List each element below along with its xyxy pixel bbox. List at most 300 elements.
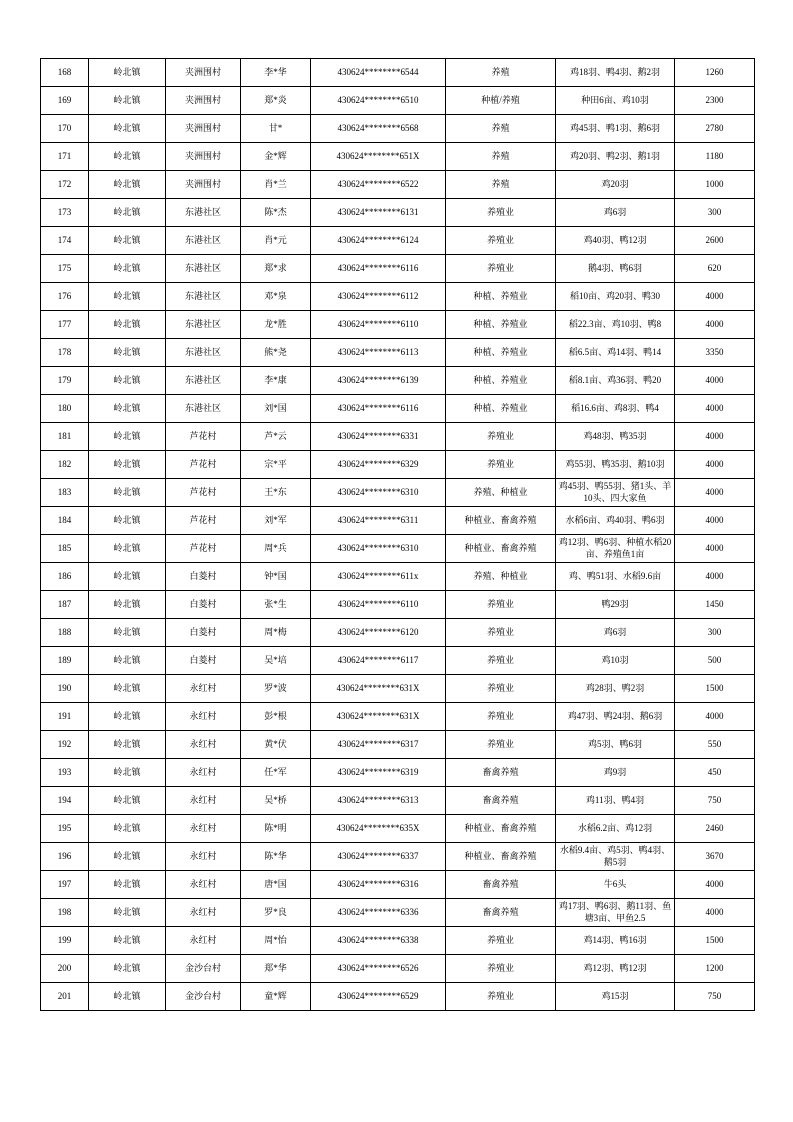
table-row [41,983,755,1011]
cell-amount: 300 [675,199,755,227]
cell-amount: 1500 [675,927,755,955]
cell-town: 岭北镇 [89,395,166,423]
cell-seq: 184 [41,507,89,535]
cell-scale_detail: 鸡12羽、鸭6羽、种植水稻20亩、养殖鱼1亩 [556,535,675,563]
table-row [41,479,755,507]
cell-village: 夹洲围村 [166,87,241,115]
cell-village: 永红村 [166,871,241,899]
cell-town: 岭北镇 [89,143,166,171]
cell-id_number: 430624********6310 [311,479,446,507]
table-row [41,955,755,983]
cell-village: 东港社区 [166,395,241,423]
cell-town: 岭北镇 [89,955,166,983]
cell-name: 周*兵 [241,535,311,563]
cell-seq: 195 [41,815,89,843]
cell-business_type: 种植、养殖业 [446,395,556,423]
cell-seq: 170 [41,115,89,143]
cell-business_type: 养殖业 [446,983,556,1011]
cell-scale_detail: 鸡15羽 [556,983,675,1011]
cell-seq: 190 [41,675,89,703]
cell-village: 夹洲围村 [166,59,241,87]
cell-scale_detail: 水稻9.4亩、鸡5羽、鸭4羽、鹅5羽 [556,843,675,871]
cell-town: 岭北镇 [89,199,166,227]
table-row [41,367,755,395]
cell-amount: 2300 [675,87,755,115]
cell-id_number: 430624********6120 [311,619,446,647]
cell-amount: 4000 [675,871,755,899]
cell-scale_detail: 鸡40羽、鸭12羽 [556,227,675,255]
cell-village: 东港社区 [166,199,241,227]
cell-town: 岭北镇 [89,787,166,815]
cell-village: 夹洲围村 [166,171,241,199]
cell-village: 永红村 [166,815,241,843]
cell-amount: 450 [675,759,755,787]
cell-name: 郑*炎 [241,87,311,115]
cell-amount: 2460 [675,815,755,843]
cell-name: 任*军 [241,759,311,787]
cell-seq: 183 [41,479,89,507]
table-row [41,563,755,591]
cell-seq: 196 [41,843,89,871]
cell-name: 陈*杰 [241,199,311,227]
table-row [41,871,755,899]
cell-name: 周*怡 [241,927,311,955]
cell-id_number: 430624********611x [311,563,446,591]
cell-seq: 176 [41,283,89,311]
cell-amount: 1500 [675,675,755,703]
table-row [41,451,755,479]
cell-name: 罗*波 [241,675,311,703]
cell-id_number: 430624********6112 [311,283,446,311]
cell-id_number: 430624********6316 [311,871,446,899]
cell-scale_detail: 鸡6羽 [556,619,675,647]
cell-town: 岭北镇 [89,451,166,479]
cell-scale_detail: 鸡6羽 [556,199,675,227]
cell-business_type: 种植、养殖业 [446,367,556,395]
table-row [41,843,755,871]
cell-town: 岭北镇 [89,899,166,927]
cell-town: 岭北镇 [89,927,166,955]
cell-amount: 4000 [675,507,755,535]
cell-business_type: 养殖业 [446,591,556,619]
cell-id_number: 430624********6117 [311,647,446,675]
cell-village: 白菱村 [166,647,241,675]
cell-id_number: 430624********6139 [311,367,446,395]
cell-name: 宗*平 [241,451,311,479]
cell-scale_detail: 稻6.5亩、鸡14羽、鸭14 [556,339,675,367]
cell-business_type: 种植业、畜禽养殖 [446,535,556,563]
cell-town: 岭北镇 [89,479,166,507]
cell-village: 东港社区 [166,283,241,311]
cell-town: 岭北镇 [89,283,166,311]
cell-name: 刘*国 [241,395,311,423]
cell-amount: 500 [675,647,755,675]
cell-business_type: 养殖业 [446,199,556,227]
cell-business_type: 养殖业 [446,227,556,255]
cell-scale_detail: 牛6头 [556,871,675,899]
cell-town: 岭北镇 [89,171,166,199]
cell-village: 永红村 [166,899,241,927]
cell-id_number: 430624********6544 [311,59,446,87]
cell-scale_detail: 鸡5羽、鸭6羽 [556,731,675,759]
cell-scale_detail: 鸡20羽、鸭2羽、鹅1羽 [556,143,675,171]
cell-scale_detail: 鸡28羽、鸭2羽 [556,675,675,703]
cell-town: 岭北镇 [89,59,166,87]
cell-scale_detail: 鸡、鸭51羽、水稻9.6亩 [556,563,675,591]
cell-seq: 201 [41,983,89,1011]
cell-town: 岭北镇 [89,591,166,619]
cell-amount: 2600 [675,227,755,255]
cell-scale_detail: 鸡45羽、鸭1羽、鹅6羽 [556,115,675,143]
cell-id_number: 430624********6110 [311,591,446,619]
cell-name: 刘*军 [241,507,311,535]
cell-business_type: 畜禽养殖 [446,759,556,787]
cell-seq: 187 [41,591,89,619]
cell-village: 芦花村 [166,535,241,563]
cell-id_number: 430624********631X [311,703,446,731]
table-row [41,927,755,955]
cell-business_type: 养殖、种植业 [446,563,556,591]
cell-name: 李*康 [241,367,311,395]
cell-business_type: 养殖业 [446,255,556,283]
cell-village: 芦花村 [166,507,241,535]
cell-town: 岭北镇 [89,731,166,759]
cell-amount: 1000 [675,171,755,199]
cell-id_number: 430624********6124 [311,227,446,255]
cell-amount: 4000 [675,423,755,451]
cell-name: 甘* [241,115,311,143]
cell-amount: 4000 [675,367,755,395]
cell-business_type: 养殖业 [446,731,556,759]
table-row [41,87,755,115]
cell-seq: 186 [41,563,89,591]
cell-village: 金沙台村 [166,983,241,1011]
cell-scale_detail: 鸡47羽、鸭24羽、鹅6羽 [556,703,675,731]
cell-id_number: 430624********6337 [311,843,446,871]
cell-name: 龙*胜 [241,311,311,339]
cell-scale_detail: 稻22.3亩、鸡10羽、鸭8 [556,311,675,339]
cell-scale_detail: 鸡12羽、鸭12羽 [556,955,675,983]
cell-name: 唐*国 [241,871,311,899]
cell-business_type: 养殖业 [446,647,556,675]
cell-id_number: 430624********631X [311,675,446,703]
cell-village: 永红村 [166,787,241,815]
cell-seq: 200 [41,955,89,983]
cell-name: 肖*兰 [241,171,311,199]
cell-seq: 175 [41,255,89,283]
cell-village: 永红村 [166,843,241,871]
cell-id_number: 430624********6526 [311,955,446,983]
cell-name: 熊*尧 [241,339,311,367]
cell-amount: 3670 [675,843,755,871]
cell-id_number: 430624********6310 [311,535,446,563]
cell-seq: 194 [41,787,89,815]
cell-town: 岭北镇 [89,423,166,451]
cell-name: 陈*明 [241,815,311,843]
cell-amount: 4000 [675,479,755,507]
cell-id_number: 430624********6110 [311,311,446,339]
cell-id_number: 430624********6317 [311,731,446,759]
cell-name: 郑*求 [241,255,311,283]
cell-town: 岭北镇 [89,983,166,1011]
cell-town: 岭北镇 [89,507,166,535]
cell-seq: 172 [41,171,89,199]
cell-business_type: 种植/养殖 [446,87,556,115]
cell-scale_detail: 鸡11羽、鸭4羽 [556,787,675,815]
cell-village: 东港社区 [166,255,241,283]
cell-business_type: 养殖业 [446,927,556,955]
table-row [41,759,755,787]
cell-scale_detail: 鸡55羽、鸭35羽、鹅10羽 [556,451,675,479]
cell-amount: 4000 [675,451,755,479]
cell-scale_detail: 种田6亩、鸡10羽 [556,87,675,115]
cell-seq: 169 [41,87,89,115]
cell-village: 芦花村 [166,479,241,507]
cell-business_type: 种植、养殖业 [446,339,556,367]
cell-village: 芦花村 [166,423,241,451]
cell-seq: 199 [41,927,89,955]
cell-seq: 191 [41,703,89,731]
cell-scale_detail: 稻8.1亩、鸡36羽、鸭20 [556,367,675,395]
cell-scale_detail: 鹅4羽、鸭6羽 [556,255,675,283]
cell-name: 吴*培 [241,647,311,675]
cell-id_number: 430624********6336 [311,899,446,927]
cell-amount: 4000 [675,899,755,927]
table-row [41,395,755,423]
cell-amount: 3350 [675,339,755,367]
cell-business_type: 种植、养殖业 [446,283,556,311]
cell-name: 李*华 [241,59,311,87]
cell-village: 东港社区 [166,339,241,367]
cell-id_number: 430624********651X [311,143,446,171]
table-row [41,171,755,199]
cell-seq: 182 [41,451,89,479]
cell-seq: 188 [41,619,89,647]
cell-seq: 179 [41,367,89,395]
cell-town: 岭北镇 [89,535,166,563]
cell-seq: 174 [41,227,89,255]
cell-amount: 300 [675,619,755,647]
cell-name: 芦*云 [241,423,311,451]
cell-village: 永红村 [166,927,241,955]
table-body [41,59,755,1011]
cell-business_type: 种植业、畜禽养殖 [446,815,556,843]
cell-seq: 189 [41,647,89,675]
cell-town: 岭北镇 [89,759,166,787]
cell-amount: 620 [675,255,755,283]
table-row [41,675,755,703]
table-row [41,731,755,759]
cell-business_type: 养殖 [446,171,556,199]
cell-business_type: 养殖 [446,115,556,143]
cell-business_type: 种植业、畜禽养殖 [446,843,556,871]
table-row [41,703,755,731]
subsidy-roster-table [40,58,755,1011]
cell-scale_detail: 水稻6亩、鸡40羽、鸭6羽 [556,507,675,535]
cell-amount: 2780 [675,115,755,143]
cell-seq: 178 [41,339,89,367]
cell-scale_detail: 鸡18羽、鸭4羽、鹅2羽 [556,59,675,87]
cell-village: 白菱村 [166,563,241,591]
cell-name: 童*辉 [241,983,311,1011]
cell-town: 岭北镇 [89,339,166,367]
cell-town: 岭北镇 [89,227,166,255]
cell-village: 永红村 [166,703,241,731]
cell-amount: 750 [675,983,755,1011]
table-row [41,115,755,143]
cell-business_type: 养殖业 [446,703,556,731]
cell-town: 岭北镇 [89,703,166,731]
cell-business_type: 养殖 [446,143,556,171]
cell-seq: 173 [41,199,89,227]
cell-village: 夹洲围村 [166,143,241,171]
cell-business_type: 养殖 [446,59,556,87]
table-row [41,311,755,339]
cell-village: 金沙台村 [166,955,241,983]
cell-town: 岭北镇 [89,815,166,843]
table-row [41,339,755,367]
cell-scale_detail: 鸡48羽、鸭35羽 [556,423,675,451]
table-row [41,787,755,815]
cell-amount: 4000 [675,703,755,731]
cell-name: 周*梅 [241,619,311,647]
table-row [41,423,755,451]
cell-name: 黄*伏 [241,731,311,759]
cell-scale_detail: 鸡20羽 [556,171,675,199]
cell-village: 白菱村 [166,619,241,647]
cell-scale_detail: 鸡14羽、鸭16羽 [556,927,675,955]
cell-town: 岭北镇 [89,871,166,899]
cell-amount: 4000 [675,283,755,311]
cell-amount: 4000 [675,563,755,591]
cell-amount: 1180 [675,143,755,171]
cell-amount: 4000 [675,535,755,563]
cell-name: 陈*华 [241,843,311,871]
cell-village: 东港社区 [166,311,241,339]
cell-village: 永红村 [166,675,241,703]
cell-amount: 1450 [675,591,755,619]
cell-town: 岭北镇 [89,647,166,675]
cell-id_number: 430624********6116 [311,395,446,423]
cell-id_number: 430624********6522 [311,171,446,199]
cell-name: 罗*良 [241,899,311,927]
cell-seq: 198 [41,899,89,927]
cell-scale_detail: 稻10亩、鸡20羽、鸭30 [556,283,675,311]
cell-seq: 197 [41,871,89,899]
cell-name: 张*生 [241,591,311,619]
table-row [41,143,755,171]
cell-seq: 181 [41,423,89,451]
cell-amount: 550 [675,731,755,759]
cell-business_type: 养殖业 [446,423,556,451]
table-row [41,255,755,283]
cell-id_number: 430624********6510 [311,87,446,115]
cell-scale_detail: 鸡45羽、鸭55羽、猪1头、羊10头、四大家鱼 [556,479,675,507]
cell-id_number: 430624********6331 [311,423,446,451]
cell-business_type: 畜禽养殖 [446,871,556,899]
table-row [41,507,755,535]
table-row [41,591,755,619]
cell-village: 夹洲围村 [166,115,241,143]
cell-village: 永红村 [166,759,241,787]
cell-name: 彭*根 [241,703,311,731]
cell-town: 岭北镇 [89,115,166,143]
cell-scale_detail: 鸡17羽、鸭6羽、鹅11羽、鱼塘3亩、甲鱼2.5 [556,899,675,927]
cell-id_number: 430624********6329 [311,451,446,479]
cell-town: 岭北镇 [89,367,166,395]
cell-town: 岭北镇 [89,255,166,283]
cell-name: 吴*桥 [241,787,311,815]
table-row [41,199,755,227]
table-row [41,619,755,647]
cell-business_type: 种植业、畜禽养殖 [446,507,556,535]
cell-id_number: 430624********6319 [311,759,446,787]
cell-town: 岭北镇 [89,87,166,115]
cell-village: 东港社区 [166,367,241,395]
table-row [41,283,755,311]
cell-town: 岭北镇 [89,843,166,871]
cell-id_number: 430624********6529 [311,983,446,1011]
cell-village: 芦花村 [166,451,241,479]
table-row [41,535,755,563]
cell-business_type: 种植、养殖业 [446,311,556,339]
cell-id_number: 430624********6131 [311,199,446,227]
cell-seq: 192 [41,731,89,759]
cell-id_number: 430624********6313 [311,787,446,815]
cell-amount: 1260 [675,59,755,87]
cell-scale_detail: 鸡9羽 [556,759,675,787]
cell-scale_detail: 鸭29羽 [556,591,675,619]
cell-village: 东港社区 [166,227,241,255]
cell-id_number: 430624********6113 [311,339,446,367]
cell-id_number: 430624********635X [311,815,446,843]
table-row [41,647,755,675]
cell-business_type: 养殖、种植业 [446,479,556,507]
cell-seq: 171 [41,143,89,171]
table-row [41,227,755,255]
cell-name: 邓*泉 [241,283,311,311]
cell-business_type: 养殖业 [446,675,556,703]
cell-village: 永红村 [166,731,241,759]
cell-name: 钟*国 [241,563,311,591]
cell-amount: 4000 [675,395,755,423]
table-row [41,899,755,927]
cell-town: 岭北镇 [89,311,166,339]
cell-business_type: 养殖业 [446,955,556,983]
cell-id_number: 430624********6568 [311,115,446,143]
cell-id_number: 430624********6311 [311,507,446,535]
cell-town: 岭北镇 [89,675,166,703]
cell-seq: 180 [41,395,89,423]
cell-business_type: 畜禽养殖 [446,899,556,927]
cell-name: 金*辉 [241,143,311,171]
cell-seq: 193 [41,759,89,787]
cell-seq: 177 [41,311,89,339]
cell-seq: 185 [41,535,89,563]
cell-amount: 750 [675,787,755,815]
cell-village: 白菱村 [166,591,241,619]
cell-business_type: 养殖业 [446,451,556,479]
cell-scale_detail: 鸡10羽 [556,647,675,675]
cell-amount: 4000 [675,311,755,339]
cell-town: 岭北镇 [89,619,166,647]
cell-id_number: 430624********6338 [311,927,446,955]
cell-name: 肖*元 [241,227,311,255]
cell-scale_detail: 水稻6.2亩、鸡12羽 [556,815,675,843]
cell-scale_detail: 稻16.6亩、鸡8羽、鸭4 [556,395,675,423]
cell-amount: 1200 [675,955,755,983]
table-row [41,815,755,843]
